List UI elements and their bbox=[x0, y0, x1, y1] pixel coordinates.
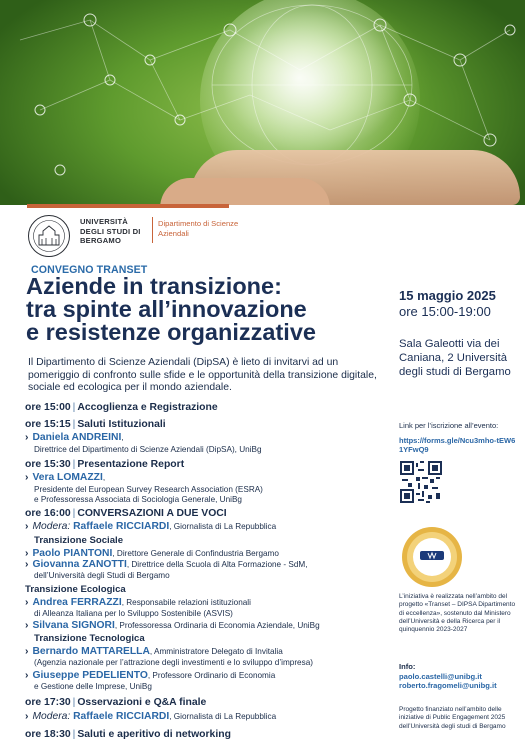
moderator-name: Raffaele RICCIARDI bbox=[73, 521, 170, 532]
speaker: › Vera LOMAZZI, bbox=[25, 472, 106, 483]
speaker: › Giuseppe PEDELIENTO, Professore Ordinario di Economia bbox=[25, 670, 276, 681]
speaker-role: , bbox=[102, 473, 106, 482]
program-heading: ore 15:30 | Presentazione Report bbox=[25, 459, 185, 470]
event-date: 15 maggio 2025 bbox=[399, 288, 496, 303]
slot-label: Saluti e aperitivo di networking bbox=[77, 729, 231, 740]
speaker-name: Vera LOMAZZI bbox=[32, 472, 103, 483]
speaker: › Andrea FERRAZZI, Responsabile relazioni istituzionali bbox=[25, 597, 251, 608]
moderator-name: Raffaele RICCIARDI bbox=[73, 711, 170, 722]
contact-email[interactable]: roberto.fragomeli@unibg.it bbox=[399, 681, 497, 690]
speaker: › Bernardo MATTARELLA, Amministratore Delegato di Invitalia bbox=[25, 646, 283, 657]
speaker-role: , Professore Ordinario di Economia bbox=[147, 671, 276, 680]
slot-label: Presentazione Report bbox=[77, 459, 185, 470]
contact-email[interactable]: paolo.castelli@unibg.it bbox=[399, 672, 482, 681]
mur-excellence-badge-icon bbox=[400, 525, 464, 589]
title-line: e resistenze organizzative bbox=[26, 319, 316, 345]
department-name: Dipartimento di Scienze Aziendali bbox=[158, 219, 239, 238]
funding-note: Progetto finanziato nell’ambito delle iniziative di Public Engagement 2025 dell’Università degli studi di Bergamo bbox=[399, 706, 506, 730]
speaker-description: (Agenzia nazionale per l’attrazione degli investimenti e lo sviluppo d’impresa) bbox=[34, 658, 313, 667]
title-line: Aziende in transizione: bbox=[26, 273, 282, 299]
speaker: › Giovanna ZANOTTI, Direttrice della Scuola di Alta Formazione - SdM, bbox=[25, 559, 308, 570]
speaker-role: , Direttrice della Scuola di Alta Formazione - SdM, bbox=[126, 560, 308, 569]
speaker-description: Direttrice del Dipartimento di Scienze Aziendali (DipSA), UniBg bbox=[34, 445, 262, 454]
event-venue: Sala Galeotti via dei Caniana, 2 Università degli studi di Bergamo bbox=[399, 338, 511, 378]
speaker-role: , Direttore Generale di Confindustria Bergamo bbox=[112, 549, 279, 558]
moderator-prefix: Modera: bbox=[32, 521, 71, 532]
program-heading: ore 16:00 | CONVERSAZIONI A DUE VOCI bbox=[25, 508, 227, 519]
event-kicker: CONVEGNO TRANSET bbox=[31, 264, 148, 276]
speaker-role: , Professoressa Ordinaria di Economia Aziendale, UniBg bbox=[114, 621, 320, 630]
speaker-description: e Gestione delle Imprese, UniBg bbox=[34, 682, 152, 691]
slot-time: ore 17:30 bbox=[25, 697, 71, 708]
funding-note: L’iniziativa è realizzata nell’ambito del progetto «Transet – DIPSA Dipartimento di eccellenza», sostenuto dal Ministero dell’Università e della Ricerca per il quinquennio 2023-2027 bbox=[399, 593, 516, 634]
registration-label: Link per l’iscrizione all’evento: bbox=[399, 421, 499, 430]
event-time: ore 15:00-19:00 bbox=[399, 304, 491, 319]
slot-time: ore 15:00 bbox=[25, 402, 71, 413]
section-heading: Transizione Ecologica bbox=[25, 584, 126, 595]
program-heading: ore 15:15 | Saluti Istituzionali bbox=[25, 419, 166, 430]
slot-time: ore 16:00 bbox=[25, 508, 71, 519]
info-label: Info: bbox=[399, 662, 416, 671]
moderator-role: , Giornalista di La Repubblica bbox=[169, 522, 277, 531]
speaker-description: di Alleanza Italiana per lo Sviluppo Sostenibile (ASVIS) bbox=[34, 609, 233, 618]
speaker-description: dell’Università degli Studi di Bergamo bbox=[34, 571, 170, 580]
speaker-name: Silvana SIGNORI bbox=[32, 620, 115, 631]
speaker-role: , bbox=[121, 433, 124, 442]
speaker-name: Giovanna ZANOTTI bbox=[32, 559, 127, 570]
section-heading: Transizione Tecnologica bbox=[34, 633, 145, 644]
speaker-name: Paolo PIANTONI bbox=[32, 548, 113, 559]
moderator-role: , Giornalista di La Repubblica bbox=[169, 712, 277, 721]
slot-label: Saluti Istituzionali bbox=[77, 419, 166, 430]
moderator: › Modera: Raffaele RICCIARDI, Giornalista di La Repubblica bbox=[25, 521, 277, 532]
slot-label: CONVERSAZIONI A DUE VOCI bbox=[77, 508, 227, 519]
logo-divider bbox=[152, 217, 153, 243]
speaker-description: e Professoressa Associata di Sociologia Generale, UniBg bbox=[34, 495, 242, 504]
program-heading: ore 17:30 | Osservazioni e Q&A finale bbox=[25, 697, 207, 708]
accent-bar bbox=[27, 204, 229, 208]
speaker-name: Daniela ANDREINI bbox=[32, 432, 122, 443]
slot-label: Accoglienza e Registrazione bbox=[77, 402, 218, 413]
program-heading: ore 18:30 | Saluti e aperitivo di networking bbox=[25, 729, 231, 740]
speaker-name: Bernardo MATTARELLA bbox=[32, 646, 150, 657]
speaker-name: Giuseppe PEDELIENTO bbox=[32, 670, 148, 681]
slot-time: ore 15:15 bbox=[25, 419, 71, 430]
hand-fingers-graphic bbox=[160, 178, 330, 205]
speaker: › Paolo PIANTONI, Direttore Generale di Confindustria Bergamo bbox=[25, 548, 279, 559]
event-title bbox=[26, 275, 406, 344]
speaker-name: Andrea FERRAZZI bbox=[32, 597, 122, 608]
registration-link[interactable]: https://forms.gle/Ncu3mho-tEW61YFwQ9 bbox=[399, 436, 516, 455]
speaker-role: , Responsabile relazioni istituzionali bbox=[121, 598, 251, 607]
university-name: UNIVERSITÀ DEGLI STUDI DI BERGAMO bbox=[80, 217, 141, 246]
speaker-description: Presidente del European Survey Research Association (ESRA) bbox=[34, 485, 263, 494]
hero-image bbox=[0, 0, 525, 205]
speaker: › Daniela ANDREINI, bbox=[25, 432, 124, 443]
slot-time: ore 18:30 bbox=[25, 729, 71, 740]
title-line: tra spinte all’innovazione bbox=[26, 296, 307, 322]
intro-paragraph: Il Dipartimento di Scienze Aziendali (DipSA) è lieto di invitarvi ad un pomeriggio di confronto sulle sfide e le opportunità della transizione digitale, sociale ed ecologica per il mondo aziendale. bbox=[28, 357, 377, 394]
moderator-prefix: Modera: bbox=[32, 711, 71, 722]
section-heading: Transizione Sociale bbox=[34, 535, 124, 546]
program-heading: ore 15:00 | Accoglienza e Registrazione bbox=[25, 402, 218, 413]
speaker-role: , Amministratore Delegato di Invitalia bbox=[149, 647, 283, 656]
moderator: › Modera: Raffaele RICCIARDI, Giornalista di La Repubblica bbox=[25, 711, 277, 722]
slot-label: Osservazioni e Q&A finale bbox=[77, 697, 207, 708]
slot-time: ore 15:30 bbox=[25, 459, 71, 470]
speaker: › Silvana SIGNORI, Professoressa Ordinaria di Economia Aziendale, UniBg bbox=[25, 620, 320, 631]
qr-code-icon[interactable] bbox=[400, 461, 442, 503]
university-seal-icon bbox=[27, 214, 71, 258]
